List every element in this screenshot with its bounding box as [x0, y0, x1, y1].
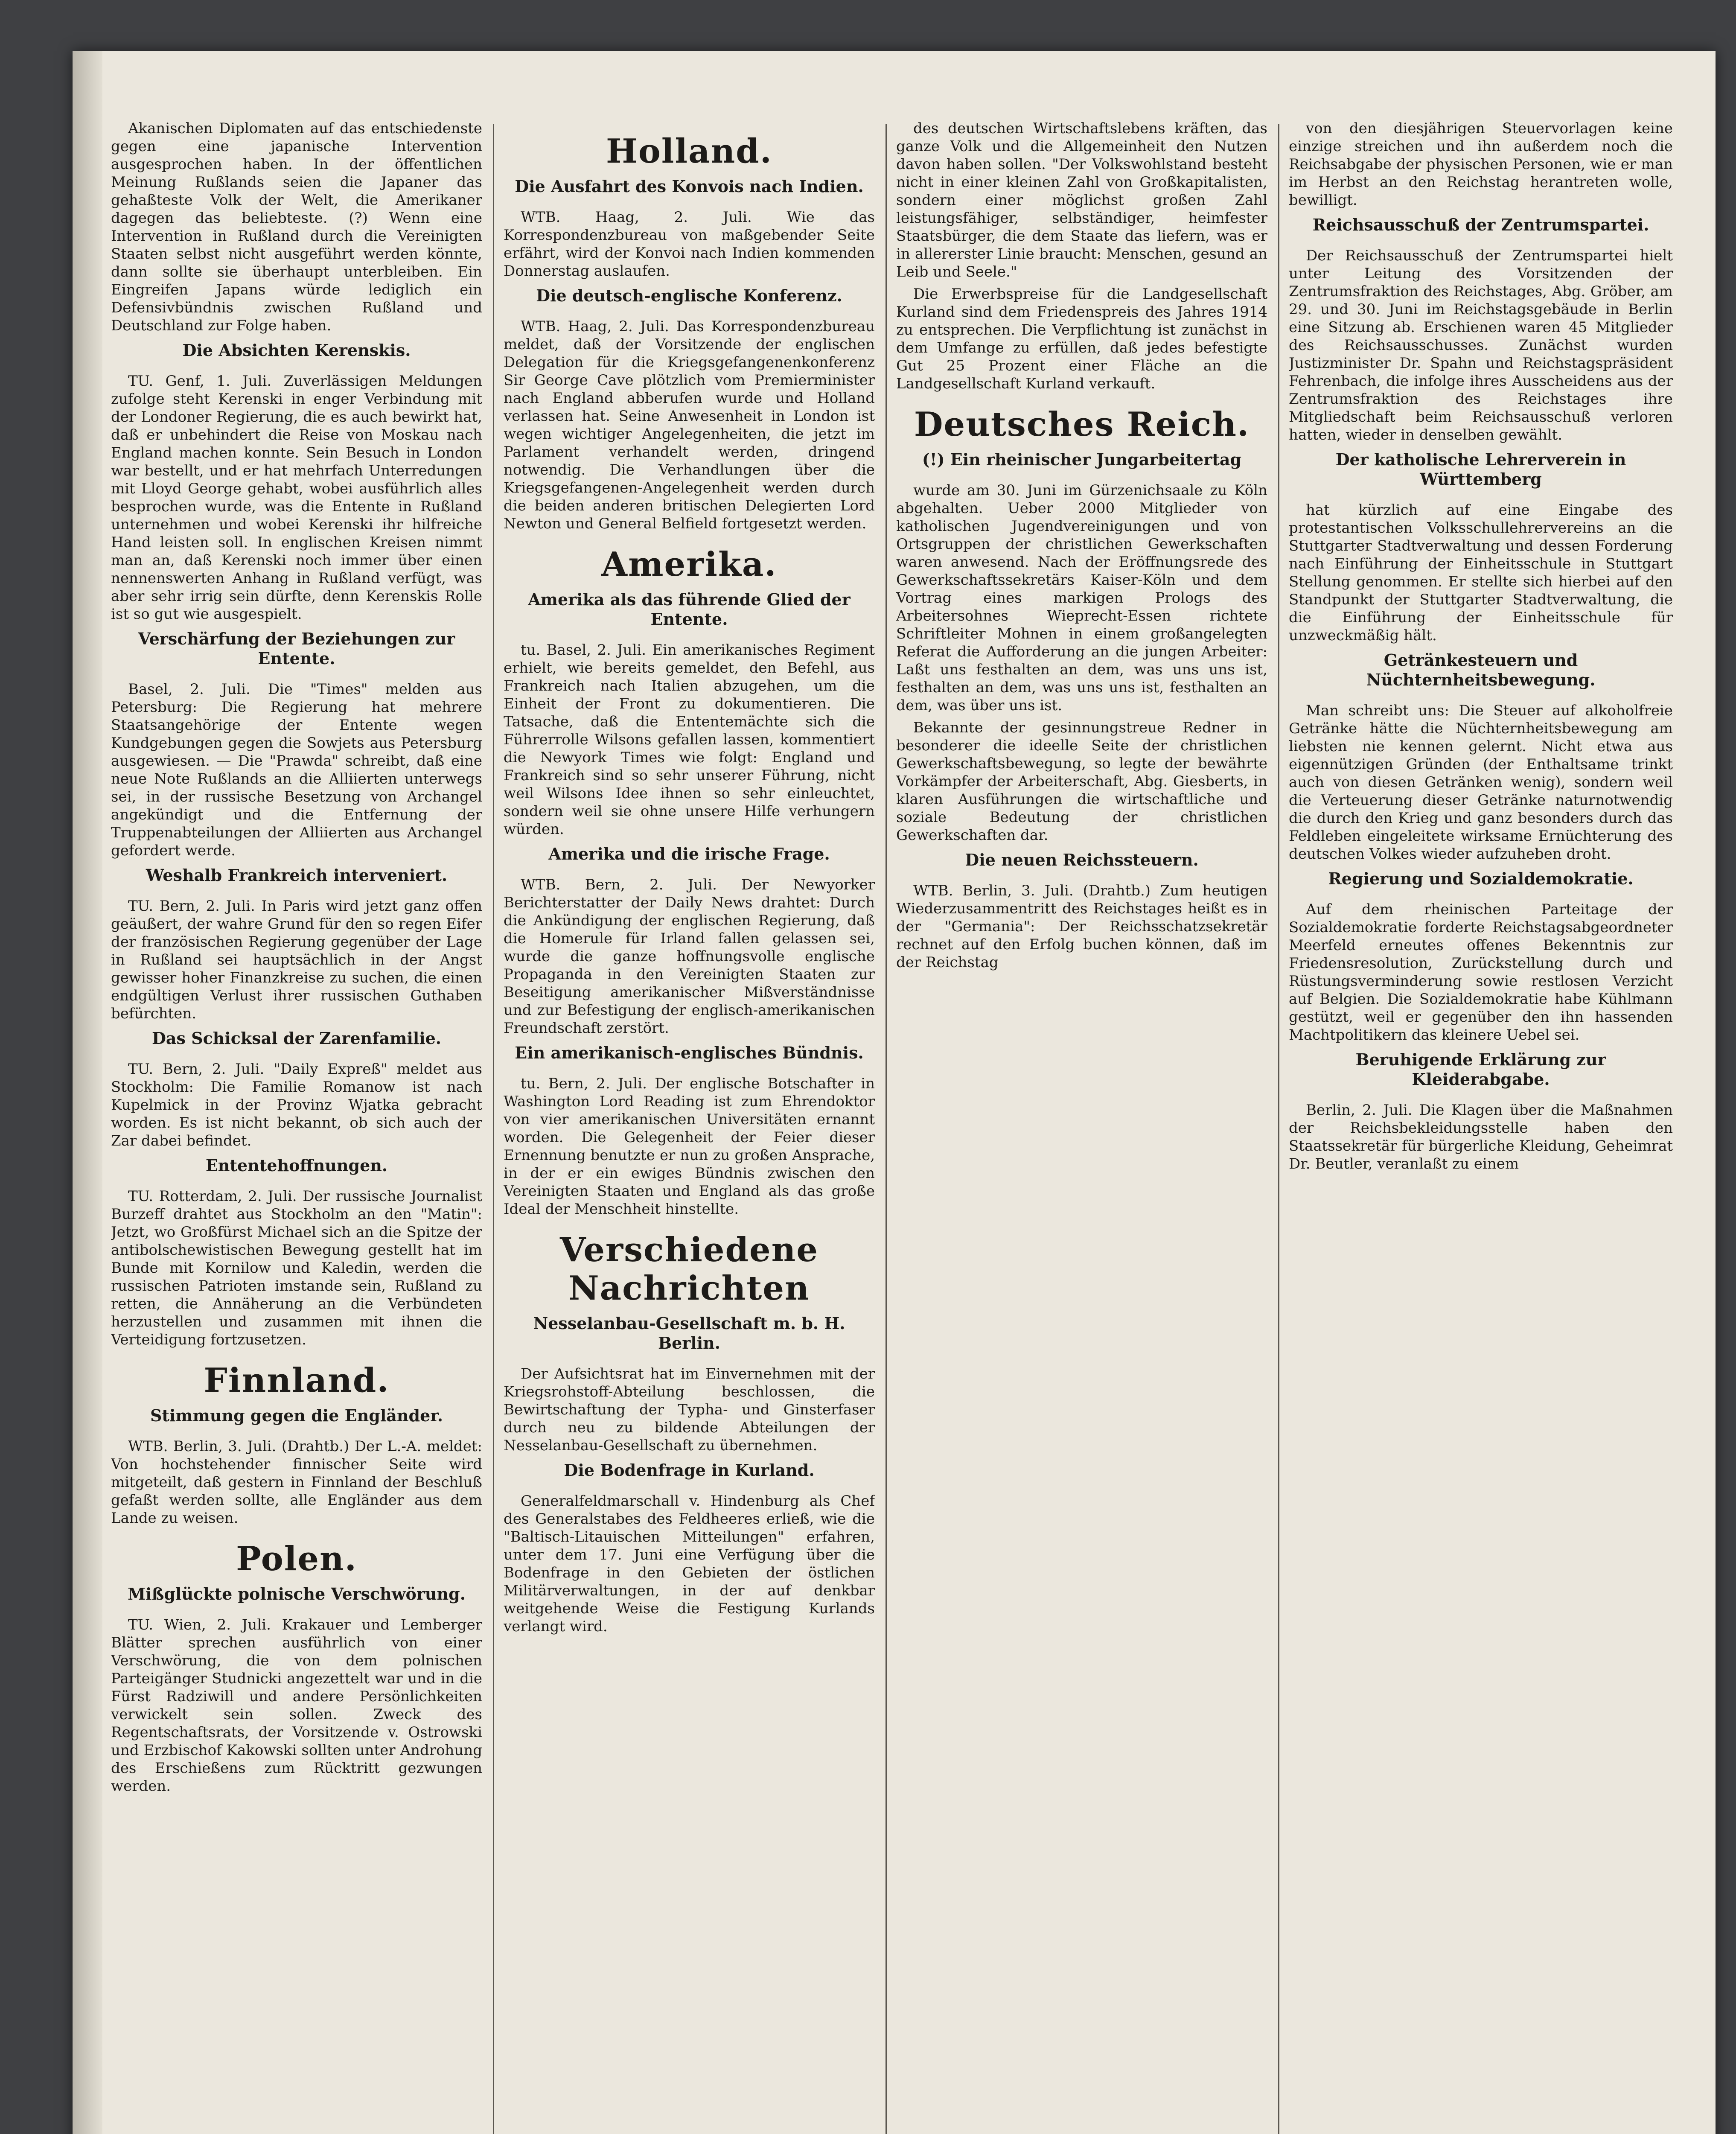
article-paragraph: Auf dem rheinischen Parteitage der Sozialdemokratie forderte Reichstagsabgeordneter Meerfeld erneutes offenes Bekenntnis zur Friedensresolution, Zurückstellung durch und Rüstungsverminderung sowie restlosen Verzicht auf Belgien. Die Sozialdemokratie habe Kühlmann gestützt, weil er gegenüber den ihn hassenden Machtpolitikern das kleinere Uebel sei.: [1289, 901, 1673, 1044]
column-3: [896, 120, 1267, 2134]
section-heading: [111, 1540, 482, 1578]
section-title: Verschiedene Nachrichten: [560, 1230, 818, 1308]
article-paragraph: wurde am 30. Juni im Gürzenichsaale zu Köln abgehalten. Ueber 2000 Mitglieder von katholischen Jugendvereinigungen und von Ortsgruppen der christlichen Gewerkschaften waren anwesend. Nach der Eröffnungsrede des Gewerkschaftssekretärs Kaiser-Köln und dem Vortrag eines markigen Prologs des Arbeitersohnes Wieprecht-Essen richtete Schriftleiter Mohnen in einem großangelegten Referat die Aufforderung an die jungen Arbeiter: Laßt uns festhalten an dem, was uns uns ist, festhalten an dem, was uns uns ist, festhalten an dem, was über uns ist.: [896, 482, 1267, 714]
article-paragraph: Die Erwerbspreise für die Landgesellschaft Kurland sind dem Friedenspreis des Jahres 1914 zu entsprechen. Die Verpflichtung ist zunächst in dem Umfange zu erfüllen, daß jedes befestigte Gut 25 Prozent einer Fläche an die Landgesellschaft Kurland verkauft.: [896, 286, 1267, 392]
column-divider: [885, 124, 887, 2134]
article-paragraph: hat kürzlich auf eine Eingabe des protestantischen Volksschullehrervereins an die Stuttgarter Stadtverwaltung und dessen Forderung nach Einführung der Einheitsschule in Stuttgart Stellung genommen. Er stellte sich hierbei auf den Standpunkt der Stuttgarter Stadtverwaltung, die die Einführung der Einheitsschule für unzweckmäßig hält.: [1289, 501, 1673, 644]
article-heading: Reichsausschuß der Zentrumspartei.: [1312, 215, 1649, 234]
section-title: Finnland.: [204, 1361, 390, 1400]
article-paragraph: tu. Bern, 2. Juli. Der englische Botschafter in Washington Lord Reading ist zum Ehrendoktor von vier amerikanischen Universitäten ernannt worden. Die Gelegenheit der Feier dieser Ernennung benutzte er nun zu großen Ansprache, in der er ein ewiges Bündnis zwischen den Vereinigten Staaten und England als das große Ideal der Menschheit hinstellte.: [504, 1075, 875, 1218]
article-heading: Der katholische Lehrerverein in Württemberg: [1335, 450, 1626, 489]
newspaper-page: [73, 51, 1716, 2134]
article-paragraph: WTB. Haag, 2. Juli. Das Korrespondenzbureau meldet, daß der Vorsitzende der englischen Delegation für die Kriegsgefangenenkonferenz Sir George Cave plötzlich vom Premierminister nach England abberufen wurde und Holland verlassen hat. Seine Anwesenheit in London ist wegen wichtiger Angelegenheiten, die jetzt im Parlament verhandelt werden, dringend notwendig. Die Verhandlungen über die Kriegsgefangenen-Angelegenheit werden durch die beiden anderen britischen Delegierten Lord Newton und General Belfield fortgesetzt werden.: [504, 318, 875, 532]
article-heading: Ententehoffnungen.: [205, 1156, 388, 1175]
article-paragraph: Berlin, 2. Juli. Die Klagen über die Maßnahmen der Reichsbekleidungsstelle haben den Staatssekretär für bürgerliche Kleidung, Geheimrat Dr. Beutler, veranlaßt zu einem: [1289, 1102, 1673, 1172]
article-paragraph: Generalfeldmarschall v. Hindenburg als Chef des Generalstabes des Feldheeres erließ, wie die "Baltisch-Litauischen Mitteilungen" erfahren, unter dem 17. Juni eine Verfügung über die Bodenfrage in den Gebieten der östlichen Militärverwaltungen, in der auf denkbar weitgehende Weise die Festigung Kurlands verlangt wird.: [504, 1493, 875, 1635]
article-paragraph: TU. Rotterdam, 2. Juli. Der russische Journalist Burzeff drahtet aus Stockholm an den "Matin": Jetzt, wo Großfürst Michael sich an die Spitze der antibolschewistischen Bewegung gestellt hat im Bunde mit Kornilow und Kaledin, werden die russischen Patrioten imstande sein, Rußland zu retten, die Annäherung an die Verbündeten herzustellen und zusammen mit ihnen die Verteidigung fortzusetzen.: [111, 1188, 482, 1348]
column-4: [1289, 120, 1673, 2134]
section-heading: [504, 132, 875, 171]
article-paragraph: Der Reichsausschuß der Zentrumspartei hielt unter Leitung des Vorsitzenden der Zentrumsfraktion des Reichstages, Abg. Gröber, am 29. und 30. Juni im Reichstagsgebäude in Berlin eine Sitzung ab. Erschienen waren 45 Mitglieder des Reichsausschusses. Zunächst wurden Justizminister Dr. Spahn und Reichstagspräsident Fehrenbach, die infolge ihres Ausscheidens aus der Zentrumsfraktion des Reichstages ihre Mitgliedschaft beim Reichsausschuß verloren hatten, wieder in denselben gewählt.: [1289, 247, 1673, 443]
article-paragraph: WTB. Berlin, 3. Juli. (Drahtb.) Zum heutigen Wiederzusammentritt des Reichstages heißt es in der "Germania": Der Reichsschatzsekretär rechnet auf den Erfolg buchen können, daß im der Reichstag: [896, 882, 1267, 971]
article-heading: Das Schicksal der Zarenfamilie.: [151, 1029, 442, 1048]
article-heading: Ein amerikanisch-englisches Bündnis.: [515, 1043, 864, 1062]
article-heading: Beruhigende Erklärung zur Kleiderabgabe.: [1355, 1050, 1606, 1089]
column-divider: [1278, 124, 1279, 2134]
article-heading: Nesselanbau-Gesellschaft m. b. H. Berlin.: [533, 1314, 845, 1353]
section-title: Holland.: [606, 132, 772, 171]
article-heading: Amerika als das führende Glied der Entente.: [528, 590, 851, 629]
article-heading: Stimmung gegen die Engländer.: [150, 1406, 443, 1425]
article-heading: Die deutsch-englische Konferenz.: [536, 286, 842, 305]
article-heading: Regierung und Sozialdemokratie.: [1328, 869, 1634, 888]
page-edge: [73, 51, 102, 2134]
article-paragraph: WTB. Haag, 2. Juli. Wie das Korrespondenzbureau von maßgebender Seite erfährt, wird der Konvoi nach Indien kommenden Donnerstag auslaufen.: [504, 209, 875, 280]
article-paragraph: Akanischen Diplomaten auf das entschiedenste gegen eine japanische Intervention ausgesprochen haben. In der öffentlichen Meinung Rußlands seien die Japaner das gehaßteste Volk der Welt, die Amerikaner dagegen das beliebteste. (?) Wenn eine Intervention in Rußland durch die Vereinigten Staaten selbst nicht ausgeführt werden könnte, dann sollte sie überhaupt unterbleiben. Ein Eingreifen Japans würde lediglich ein Defensivbündnis zwischen Rußland und Deutschland zur Folge haben.: [111, 120, 482, 334]
article-paragraph: Man schreibt uns: Die Steuer auf alkoholfreie Getränke hätte die Nüchternheitsbewegung am liebsten nie kennen gelernt. Nicht etwa aus eigennützigen Gründen (der Enthaltsame trinkt auch von diesen Getränken wenig), sondern weil die Verteuerung dieser Getränke naturnotwendig die durch den Krieg und ganz besonders durch das Feldleben eingeleitete wirksame Ernüchterung des deutschen Volkes wieder aufzuheben droht.: [1289, 702, 1673, 863]
article-heading: Die Absichten Kerenskis.: [182, 341, 411, 360]
article-heading: Getränkesteuern und Nüchternheitsbewegung.: [1366, 650, 1596, 689]
column-divider: [493, 124, 494, 2134]
article-paragraph: TU. Wien, 2. Juli. Krakauer und Lemberger Blätter sprechen ausführlich von einer Verschwörung, die von dem polnischen Parteigänger Studnicki angezettelt war und in die Fürst Radziwill und andere Persönlichkeiten verwickelt sein sollen. Zweck des Regentschaftsrats, der Vorsitzende v. Ostrowski und Erzbischof Kakowski sollten unter Androhung des Erschießens zum Rücktritt gezwungen werden.: [111, 1616, 482, 1795]
article-paragraph: des deutschen Wirtschaftslebens kräften, das ganze Volk und die Allgemeinheit den Nutzen davon haben sollen. "Der Volkswohlstand besteht nicht in einer kleinen Zahl von Großkapitalisten, sondern einer möglichst großen Zahl leistungsfähiger, selbständiger, heimfester Staatsbürger, die dem Staate das liefern, was er in allererster Linie braucht: Menschen, gesund an Leib und Seele.": [896, 120, 1267, 280]
article-paragraph: Basel, 2. Juli. Die "Times" melden aus Petersburg: Die Regierung hat mehrere Staatsangehörige der Entente wegen Kundgebungen gegen die Sowjets aus Petersburg ausgewiesen. — Die "Prawda" schreibt, daß eine neue Note Rußlands an die Alliierten unterwegs sei, in der russische Besetzung von Archangel angekündigt und die Entfernung der Truppenabteilungen der Alliierten aus Archangel gefordert werde.: [111, 681, 482, 859]
section-heading: [504, 545, 875, 584]
article-heading: Verschärfung der Beziehungen zur Entente.: [138, 629, 455, 668]
article-heading: Die neuen Reichssteuern.: [965, 850, 1199, 869]
section-heading: [111, 1361, 482, 1400]
section-title: Amerika.: [601, 545, 777, 584]
article-paragraph: TU. Bern, 2. Juli. "Daily Expreß" meldet aus Stockholm: Die Familie Romanow ist nach Kupelmick in der Provinz Wjatka gebracht worden. Es ist nicht bekannt, ob sich auch der Zar dabei befindet.: [111, 1061, 482, 1149]
section-heading: [896, 405, 1267, 444]
article-heading: Die Ausfahrt des Konvois nach Indien.: [515, 177, 864, 196]
article-paragraph: Bekannte der gesinnungstreue Redner in besonderer die ideelle Seite der christlichen Gewerkschaftsbewegung, so legte der bewährte Vorkämpfer der Arbeiterschaft, Abg. Giesberts, in klaren Ausführungen die wirtschaftliche und soziale Bedeutung der christlichen Gewerkschaften dar.: [896, 719, 1267, 844]
article-paragraph: TU. Bern, 2. Juli. In Paris wird jetzt ganz offen geäußert, der wahre Grund für den so regen Eifer der französischen Regierung gegenüber der Lage in Rußland sei hauptsächlich in der Angst gewisser hoher Finanzkreise zu suchen, die einen endgültigen Verlust ihrer russischen Guthaben befürchten.: [111, 898, 482, 1022]
column-1: [111, 120, 482, 2134]
section-title: Deutsches Reich.: [914, 405, 1250, 444]
article-paragraph: TU. Genf, 1. Juli. Zuverlässigen Meldungen zufolge steht Kerenski in enger Verbindung mit der Londoner Regierung, die es auch bewirkt hat, daß er unbehindert die Reise von Moskau nach England machen konnte. Sein Besuch in London war bestellt, und er hat mehrfach Unterredungen mit Lloyd George gehabt, wobei ausführlich alles besprochen wurde, was die Entente in Rußland unternehmen und wobei Kerenski ihr hilfreiche Hand leisten soll. In englischen Kreisen nimmt man an, daß Kerenski noch immer über einen nennenswerten Anhang in Rußland verfügt, was aber sehr irrig sein dürfte, denn Kerenskis Rolle ist so gut wie ausgespielt.: [111, 373, 482, 623]
article-paragraph: Der Aufsichtsrat hat im Einvernehmen mit der Kriegsrohstoff-Abteilung beschlossen, die Bewirtschaftung der Typha- und Ginsterfaser durch neu zu bildende Abteilungen der Nesselanbau-Gesellschaft zu übernehmen.: [504, 1365, 875, 1454]
section-heading: [504, 1231, 875, 1308]
article-heading: Die Bodenfrage in Kurland.: [564, 1461, 815, 1480]
section-title: Polen.: [236, 1539, 357, 1578]
article-paragraph: von den diesjährigen Steuervorlagen keine einzige streichen und ihn außerdem noch die Reichsabgabe der physischen Personen, wie er man im Herbst an den Reichstag herantreten wolle, bewilligt.: [1289, 120, 1673, 209]
column-2: [504, 120, 875, 2134]
article-heading: Mißglückte polnische Verschwörung.: [128, 1584, 466, 1603]
article-paragraph: WTB. Bern, 2. Juli. Der Newyorker Berichterstatter der Daily News drahtet: Durch die Ankündigung der englischen Regierung, daß die Homerule für Irland fallen gelassen sei, wurde die ganze hoffnungsvolle englische Propaganda in den Vereinigten Staaten zur Beseitigung amerikanischer Mißverständnisse und zur Befestigung der englisch-amerikanischen Freundschaft zerstört.: [504, 876, 875, 1037]
article-heading: (!) Ein rheinischer Jungarbeitertag: [922, 450, 1242, 469]
article-paragraph: WTB. Berlin, 3. Juli. (Drahtb.) Der L.-A. meldet: Von hochstehender finnischer Seite wird mitgeteilt, daß gestern in Finnland der Beschluß gefaßt werden sollte, alle Engländer aus dem Lande zu weisen.: [111, 1438, 482, 1527]
article-heading: Amerika und die irische Frage.: [548, 844, 830, 863]
article-heading: Weshalb Frankreich interveniert.: [146, 866, 448, 885]
article-paragraph: tu. Basel, 2. Juli. Ein amerikanisches Regiment erhielt, wie bereits gemeldet, den Befehl, aus Frankreich nach Italien abzugehen, um die Einheit der Front zu dokumentieren. Die Tatsache, daß die Ententemächte sich die Führerrolle Wilsons gefallen lassen, kommentiert die Newyork Times wie folgt: England und Frankreich sind so sehr unserer Führung, nicht weil Wilsons Idee ihnen so sehr einleuchtet, sondern weil sie ohne unsere Hilfe verhungern würden.: [504, 641, 875, 838]
